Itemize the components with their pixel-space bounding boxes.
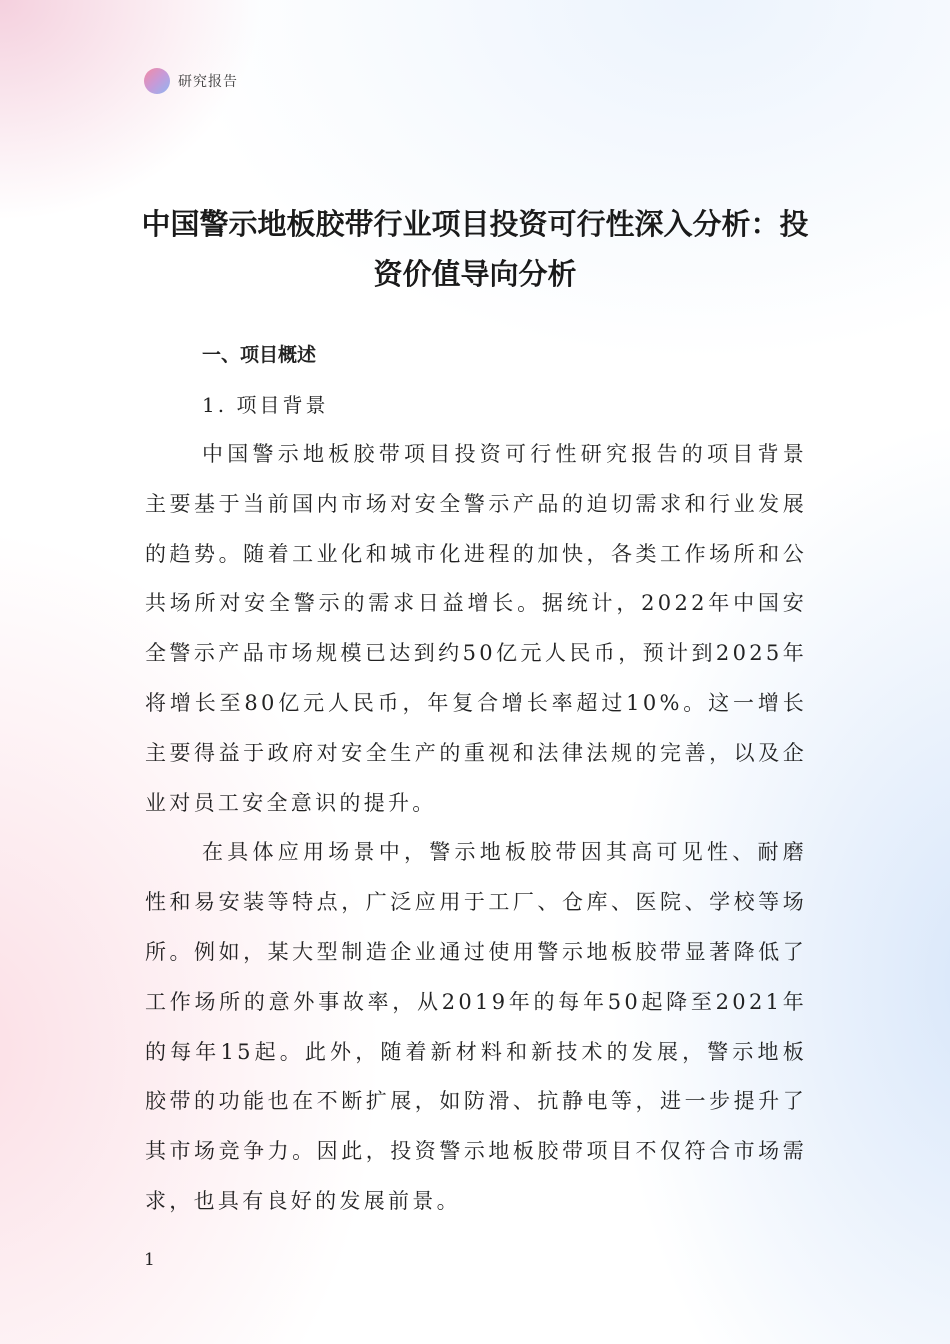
document-body: [145, 330, 807, 1227]
header-label: 研究报告: [178, 74, 238, 90]
section-heading: 一、项目概述: [202, 344, 317, 366]
page-number: 1: [144, 1250, 155, 1270]
paragraph-background: 中国警示地板胶带项目投资可行性研究报告的项目背景主要基于当前国内市场对安全警示产品的迫切需求和行业发展的趋势。随着工业化和城市化进程的加快，各类工作场所和公共场所对安全警示的需求日益增长。据统计，2022年中国安全警示产品市场规模已达到约50亿元人民币，预计到2025年将增长至80亿元人民币，年复合增长率超过10%。这一增长主要得益于政府对安全生产的重视和法律法规的完善，以及企业对员工安全意识的提升。: [145, 442, 807, 815]
sub-heading: 1. 项目背景: [202, 393, 329, 417]
paragraph-applications: 在具体应用场景中，警示地板胶带因其高可见性、耐磨性和易安装等特点，广泛应用于工厂、仓库、医院、学校等场所。例如，某大型制造企业通过使用警示地板胶带显著降低了工作场所的意外事故率，从2019年的每年50起降至2021年的每年15起。此外，随着新材料和新技术的发展，警示地板胶带的功能也在不断扩展，如防滑、抗静电等，进一步提升了其市场竞争力。因此，投资警示地板胶带项目不仅符合市场需求，也具有良好的发展前景。: [145, 840, 807, 1213]
document-title: 中国警示地板胶带行业项目投资可行性深入分析：投资价值导向分析: [141, 207, 809, 292]
report-header: [144, 68, 238, 94]
report-logo-icon: [144, 68, 170, 94]
